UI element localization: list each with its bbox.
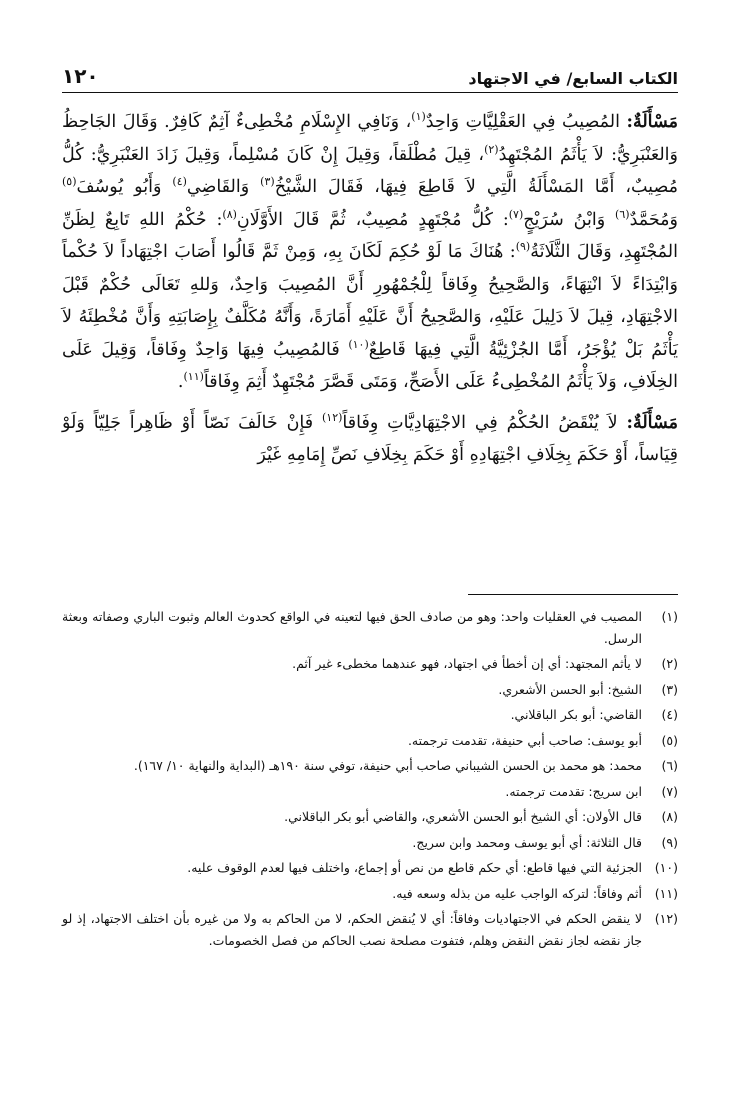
- footnote-ref-10[interactable]: (١٠): [348, 337, 369, 351]
- text-segment: وَمُحَمَّدٌ: [629, 209, 678, 230]
- footnote-text: قال الثلاثة: أي أبو يوسف ومحمد وابن سريج.: [412, 834, 642, 850]
- footnote-number: (٥): [661, 732, 678, 748]
- footnote-ref-9[interactable]: (٩): [515, 240, 531, 254]
- footnote-text: الشيخ: أبو الحسن الأشعري.: [498, 681, 642, 697]
- footnote-number: (٢): [661, 656, 678, 671]
- footnotes: [62, 606, 678, 955]
- footnote-ref-4[interactable]: (٤): [172, 175, 187, 189]
- footnote: [62, 679, 678, 701]
- footnote-text: لا يأثم المجتهد: أي إن أخطأ في اجتهاد، فهو عندهما مخطىء غير آثم.: [292, 656, 642, 671]
- paragraph-issue-1: [62, 106, 678, 399]
- footnote: [62, 857, 678, 879]
- footnote-ref-3[interactable]: (٣): [260, 175, 275, 189]
- footnote-ref-11[interactable]: (١١): [183, 370, 204, 384]
- footnote-text: أثم وفاقاً: لتركه الواجب عليه من بذله وسعه فيه.: [392, 885, 642, 901]
- footnote-number: (١٢): [654, 911, 678, 926]
- footnote-number: (٣): [661, 681, 678, 697]
- footnote: [62, 806, 678, 828]
- text-segment: : هُنَاكَ مَا لَوْ حُكِمَ لَكَانَ بِهِ، وَمِنْ ثَمَّ قَالُوا أَصَابَ اجْتِهَاداً لاَ حُكْماً وَابْتِدَاءً لاَ انْتِهَاءً، وَالصَّحِيحُ وِفَاقاً لِلْجُمْهُورِ أَنَّ المُصِيبَ وَاحِدٌ، وَللهِ تَعَالَى حُكْمٌ قَبْلَ الاجْتِهَادِ، قِيلَ لاَ دَلِيلَ عَلَيْهِ، وَالصَّحِيحُ أَنَّ عَلَيْهِ أَمَارَةً، وَأَنَّهُ مُكَلَّفٌ بِإِصَابَتِهِ وَأَنَّ مُخْطِئَهُ لاَ يَأْثَمُ بَلْ يُؤْجَرُ، أَمَّا الجُزْئِيَّةُ الَّتِي فِيهَا قَاطِعٌ: [62, 242, 679, 360]
- page-number: ١٢٠: [62, 64, 99, 88]
- footnote-ref-8[interactable]: (٨): [222, 207, 237, 221]
- text-segment: وَالقَاضِي: [186, 177, 261, 197]
- footnote-text: ابن سريج: تقدمت ترجمته.: [505, 783, 642, 799]
- text-segment: : حُكْمُ اللهِ تَابِعٌ لِظَنِّ المُجْتَهِدِ، وَقَالَ الثَّلَاثَةُ: [62, 209, 678, 262]
- issue-label: مَسْأَلَةٌ:: [626, 412, 678, 433]
- text-segment: فَإِنْ خَالَفَ نَصّاً أَوْ ظَاهِراً جَلِيّاً وَلَوْ قِيَاساً، أَوْ حَكَمَ بِخِلَافِ اجْتِهَادِهِ أَوْ حَكَمَ بِخِلَافِ نَصِّ إِمَامِهِ غَيْرَ: [62, 412, 678, 465]
- footnote-ref-12[interactable]: (١٢): [322, 410, 343, 424]
- text-segment: .: [177, 372, 184, 392]
- footnote: [62, 755, 678, 777]
- footnote-divider: [468, 594, 678, 595]
- footnote: [62, 704, 678, 726]
- text-segment: فَالمُصِيبُ فِيهَا وَاحِدٌ وِفَاقاً، وَقِيلَ عَلَى الخِلَافِ، وَلاَ يَأْثَمُ المُخْطِىءُ عَلَى الأَصَحِّ، وَمَتَى قَصَّرَ مُجْتَهِدٌ أَثِمَ وِفَاقاً: [62, 339, 678, 392]
- paragraph-issue-2: [62, 407, 678, 472]
- footnote-ref-7[interactable]: (٧): [508, 207, 524, 221]
- running-title: الكتاب السابع/ في الاجتهاد: [468, 69, 678, 88]
- footnote-number: (١): [661, 609, 678, 624]
- footnote-number: (٤): [661, 707, 678, 722]
- footnote: [62, 781, 678, 803]
- footnote: [62, 832, 678, 854]
- footnote: [62, 730, 678, 752]
- issue-label: مَسْأَلَةٌ:: [626, 112, 678, 132]
- footnote-ref-6[interactable]: (٦): [615, 207, 630, 221]
- footnote: [62, 606, 678, 649]
- footnote-text: أبو يوسف: صاحب أبي حنيفة، تقدمت ترجمته.: [407, 732, 642, 748]
- footnote-ref-1[interactable]: (١): [411, 110, 426, 124]
- text-segment: ، قِيلَ مُطْلَقاً، وَقِيلَ إِنْ كَانَ مُسْلِماً، وَقِيلَ زَادَ العَنْبَرِيُّ: كُلُّ مُصِيبٌ، أَمَّا المَسْأَلَةُ الَّتِي لاَ قَاطِعَ فِيهَا، فَقَالَ الشَّيْخُ: [62, 144, 679, 197]
- text-segment: : كُلُّ مُجْتَهِدٍ مُصِيبٌ، ثُمَّ قَالَ الأَوَّلَانِ: [236, 209, 509, 230]
- footnote-number: (٨): [661, 809, 678, 824]
- text-segment: وَابْنُ سُرَيْجٍ: [523, 209, 616, 230]
- footnote-text: المصيب في العقليات واحد: وهو من صادف الحق فيها لتعينه في الواقع كحدوث العالم وثبوت الباري وصفاته وبعثة الرسل.: [62, 609, 642, 646]
- footnote: [62, 908, 678, 951]
- footnote-ref-5[interactable]: (٥): [62, 175, 77, 189]
- footnote-number: (٧): [661, 783, 678, 799]
- footnote-number: (١١): [654, 885, 678, 901]
- footnote-number: (١٠): [654, 860, 678, 875]
- footnote-text: القاضي: أبو بكر الباقلاني.: [510, 707, 642, 722]
- footnote-number: (٦): [661, 758, 678, 773]
- footnote-number: (٩): [661, 834, 678, 850]
- footnote: [62, 883, 678, 905]
- text-segment: المُصِيبُ فِي العَقْلِيَّاتِ وَاحِدٌ: [425, 112, 620, 132]
- text-segment: لاَ يُنْقَضُ الحُكْمُ فِي الاجْتِهَادِيَّاتِ وِفَاقاً: [342, 412, 618, 433]
- text-segment: ، وَنَافِي الإِسْلَامِ مُخْطِىءٌ آثِمٌ كَافِرٌ. وَقَالَ الجَاحِظُ وَالعَنْبَرِيُّ: لاَ يَأْثَمُ المُجْتَهِدُ: [62, 112, 678, 165]
- footnote-text: محمد: هو محمد بن الحسن الشيباني صاحب أبي حنيفة، توفي سنة ١٩٠هـ (البداية والنهاية ١٠/ ١٦٧).: [133, 758, 642, 773]
- main-text: [62, 106, 678, 480]
- footnote-text: قال الأولان: أي الشيخ أبو الحسن الأشعري، والقاضي أبو بكر الباقلاني.: [284, 809, 642, 824]
- page-header: [62, 56, 678, 93]
- text-segment: وَأَبُو يُوسُفَ: [76, 177, 173, 197]
- footnote-text: الجزئية التي فيها قاطع: أي حكم قاطع من نص أو إجماع، واختلف فيها لعدم الوقوف عليه.: [187, 860, 642, 875]
- footnote: [62, 653, 678, 675]
- footnote-ref-2[interactable]: (٢): [484, 142, 499, 156]
- footnote-text: لا ينقض الحكم في الاجتهاديات وفاقاً: أي لا يُنقض الحكم، لا من الحاكم به ولا من غيره بأن اختلف الاجتهاد، إذ لو جاز نقضه لجاز نقض النقض وهلم، فتفوت مصلحة نصب الحاكم من فصل الخصومات.: [62, 911, 642, 948]
